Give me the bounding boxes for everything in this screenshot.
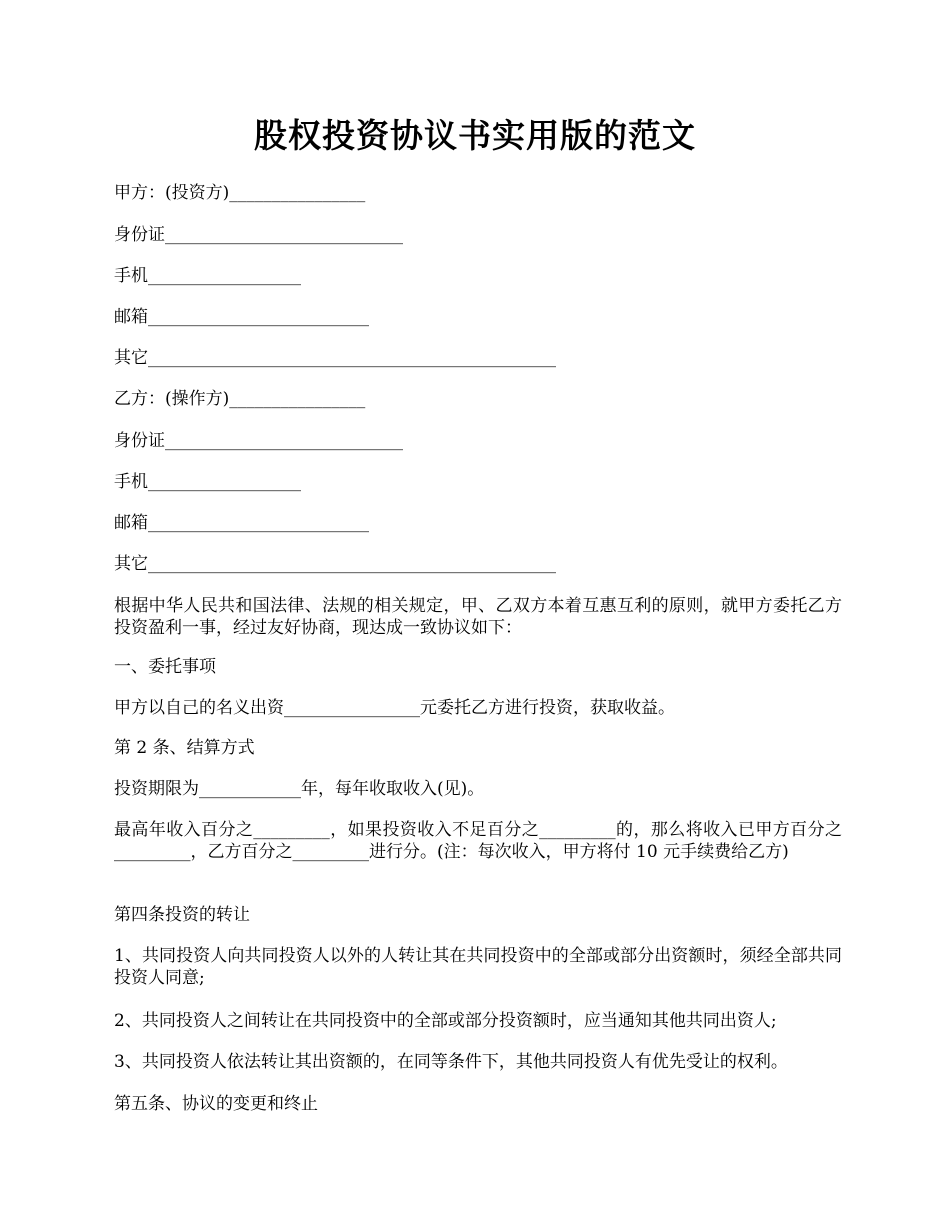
party-a-phone: 手机__________________ (114, 266, 301, 286)
section5-heading: 第五条、协议的变更和终止 (114, 1094, 318, 1114)
section4-heading: 第四条投资的转让 (114, 905, 250, 925)
section2-income: 最高年收入百分之_________，如果投资收入不足百分之_________的，那么将收入已甲方百分之_________，乙方百分之_________进行分。(注：每次收入，甲方将付 10 元手续费给乙方) (114, 820, 842, 862)
section4-item-2: 2、共同投资人之间转让在共同投资中的全部或部分投资额时，应当通知其他共同出资人; (114, 1011, 777, 1031)
party-b-phone: 手机__________________ (114, 472, 301, 492)
party-b-other: 其它________________________________________________ (114, 554, 556, 574)
section4-item-3: 3、共同投资人依法转让其出资额的，在同等条件下，其他共同投资人有优先受让的权利。 (114, 1052, 788, 1072)
party-a-email: 邮箱__________________________ (114, 307, 369, 327)
section1-heading: 一、委托事项 (114, 657, 216, 677)
party-a-id-card: 身份证____________________________ (114, 225, 403, 245)
section2-term: 投资期限为____________年，每年收取收入(见)。 (114, 779, 485, 799)
party-b-id-card: 身份证____________________________ (114, 431, 403, 451)
party-a-other: 其它________________________________________________ (114, 348, 556, 368)
section2-heading: 第 2 条、结算方式 (114, 738, 255, 758)
section4-item-1: 1、共同投资人向共同投资人以外的人转让其在共同投资中的全部或部分出资额时，须经全部共同投资人同意; (114, 946, 842, 988)
party-b-label: 乙方：(操作方)________________ (114, 389, 366, 409)
party-a-label: 甲方：(投资方)________________ (114, 183, 366, 203)
document-title: 股权投资协议书实用版的范文 (254, 116, 696, 155)
party-b-email: 邮箱__________________________ (114, 513, 369, 533)
section1-text: 甲方以自己的名义出资________________元委托乙方进行投资，获取收益。 (114, 698, 675, 718)
preamble-paragraph: 根据中华人民共和国法律、法规的相关规定，甲、乙双方本着互惠互利的原则，就甲方委托乙方投资盈利一事，经过友好协商，现达成一致协议如下： (114, 596, 842, 638)
